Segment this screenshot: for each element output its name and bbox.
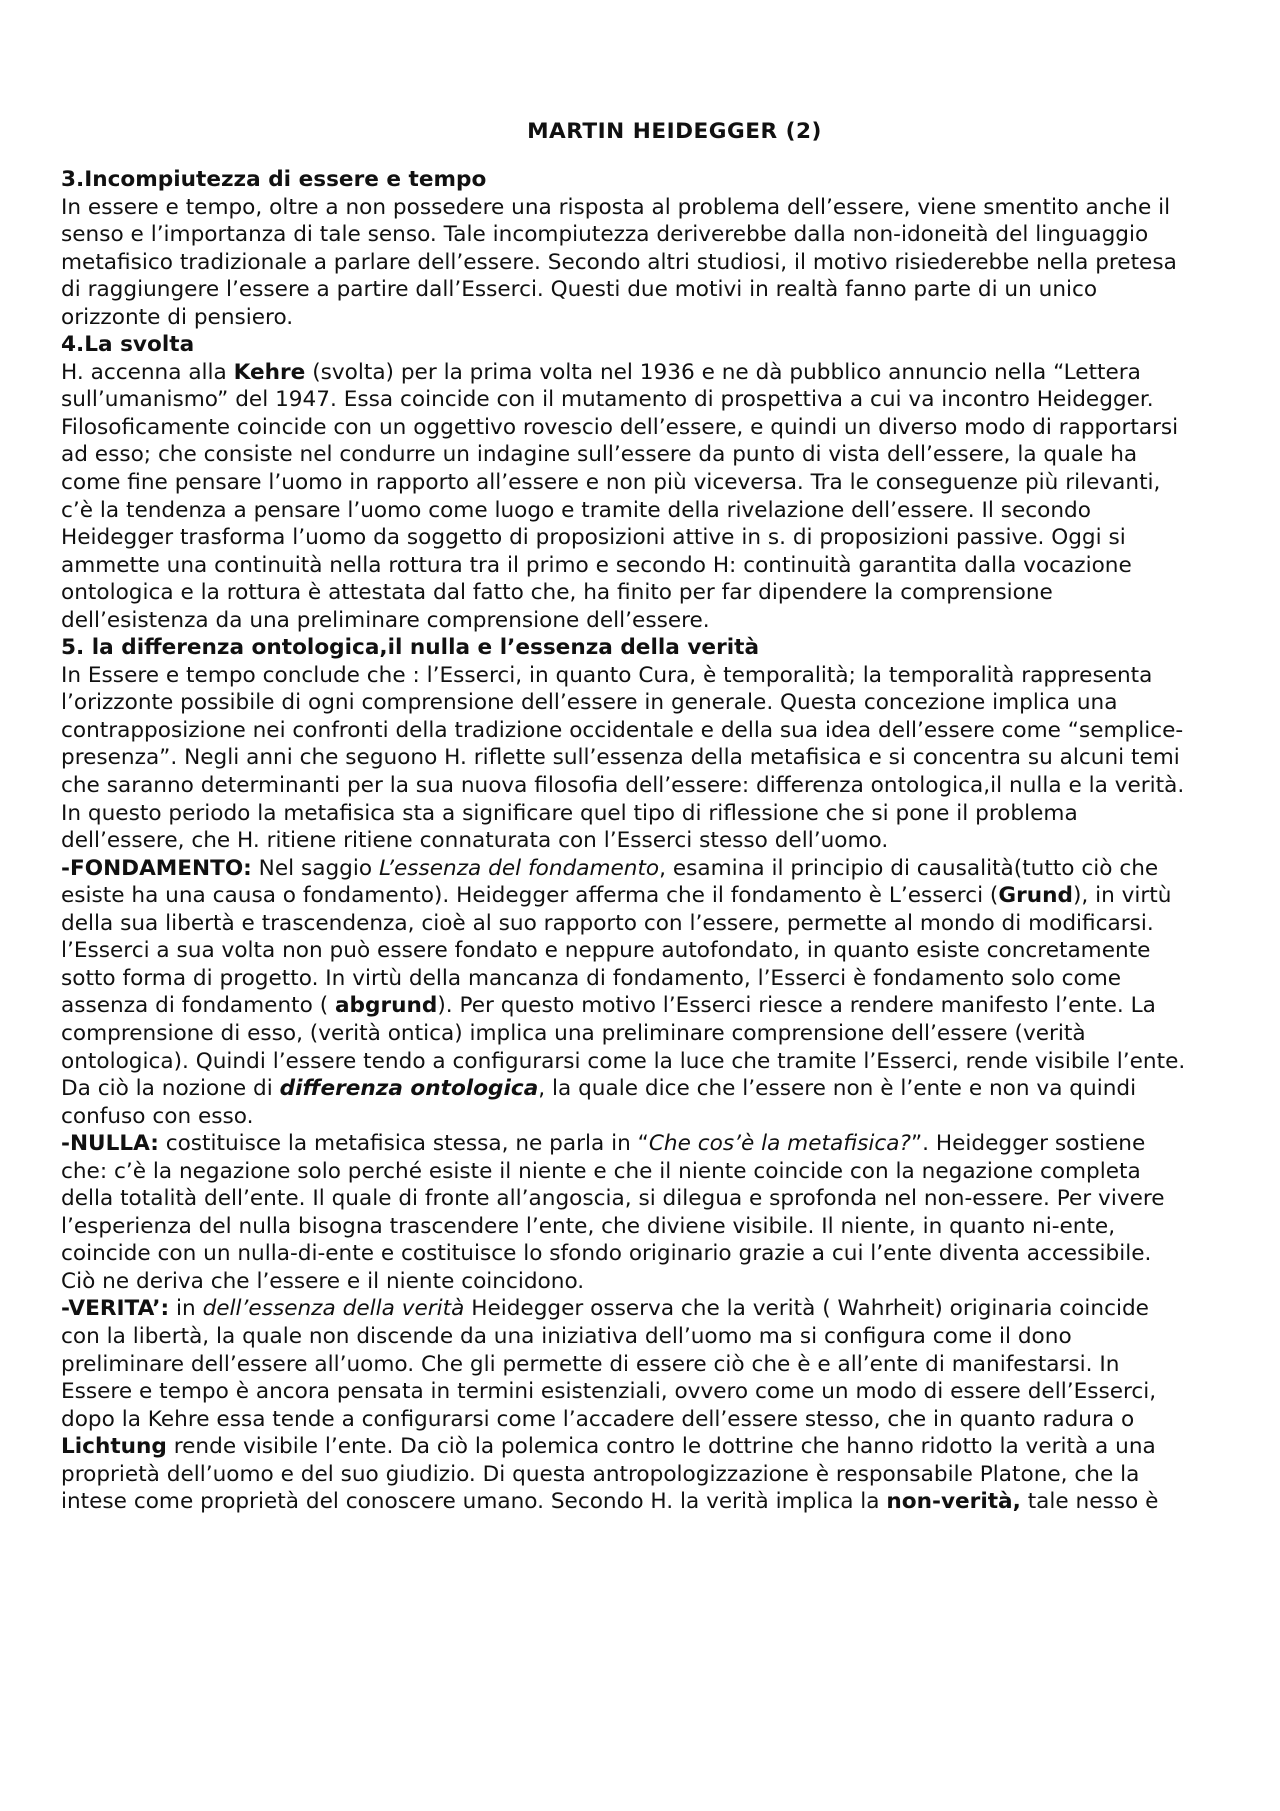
nulla-label: -NULLA: [61,1131,159,1157]
fondamento-label: -FONDAMENTO: [61,855,252,881]
section-5-title: 5. la differenza ontologica,il nulla e l’essenza della verità [61,635,760,661]
work-title: dell’essenza della verità [202,1296,465,1322]
term-abgrund: abgrund [334,993,438,1019]
section-4-title: 4.La svolta [61,332,195,358]
text-run: tale nesso è [1020,1489,1159,1515]
text-run: H. accenna alla [61,359,234,385]
text-run: ), in virtù della sua libertà e trascendenza, cioè al suo rapporto con l’essere, permette al mondo di modificarsi. l’Esserci a sua volta non può essere fondato e neppure autofondato, in quanto esiste concretamente sotto forma di progetto. In virtù della mancanza di fondamento, l’Esserci è fondamento solo come assenza di fondamento ( [61,883,1172,1019]
text-run: costituisce la metafisica stessa, ne parla in “ [158,1131,649,1157]
text-run: , la quale dice che l’essere non è l’ente e non va quindi confuso con esso. [61,1076,1137,1129]
document-title: MARTIN HEIDEGGER (2) [527,119,822,144]
text-run: in [169,1296,203,1322]
section-5-paragraph: In Essere e tempo conclude che : l’Esserci, in quanto Cura, è temporalità; la temporalità rappresenta l’orizzonte possibile di ogni comprensione dell’essere in generale. Questa concezione implica una contrapposizione nei confronti della tradizione occidentale e della sua idea dell’essere come “semplice-presenza”. Negli anni che seguono H. riflette sull’essenza della metafisica e si concentra su alcuni temi che saranno determinanti per la sua nuova filosofia dell’essere: differenza ontologica,il nulla e la verità. In questo periodo la metafisica sta a significare quel tipo di riflessione che si pone il problema dell’essere, che H. ritiene ritiene connaturata con l’Esserci stesso dell’uomo. [61,662,1185,854]
term-differenza-ontologica-text: differenza ontologica [279,1076,539,1102]
term-grund: Grund [998,883,1073,909]
text-run: Nel saggio [251,855,379,881]
text-run: Heidegger osserva che la verità ( Wahrheit) originaria coincide con la libertà, la quale non discende da una iniziativa dell’uomo ma si configura come il dono preliminare dell’essere all’uomo. Che gli permette di essere ciò che è e all’ente di manifestarsi. In Essere e tempo è ancora pensata in termini esistenziali, ovvero come un modo di essere dell’Esserci, dopo la Kehre essa tende a configurarsi come l’accadere dell’essere stesso, che in quanto radura o [61,1296,1157,1432]
verita-paragraph [61,1295,1188,1515]
term-differenza-ontologica [280,1076,539,1101]
section-4-paragraph [61,359,1188,634]
text-run: ”. Heidegger sostiene che: c’è la negazione solo perché esiste il niente e che il niente coincide con la negazione completa della totalità dell’ente. Il quale di fronte all’angoscia, si dilegua e sprofonda nel non-essere. Per vivere l’esperienza del nulla bisogna trascendere l’ente, che diviene visibile. Il niente, in quanto ni-ente, coincide con un nulla-di-ente e costituisce lo sfondo originario grazie a cui l’ente diventa accessibile. Ciò ne deriva che l’essere e il niente coincidono. [61,1131,1165,1294]
text-run: ). Per questo motivo l’Esserci riesce a rendere manifesto l’ente. La comprensione di esso, (verità ontica) implica una preliminare comprensione dell’essere (verità ontologica). Quindi l’essere tendo a configurarsi come la luce che tramite l’Esserci, rende visibile l’ente. Da ciò la nozione di [61,993,1186,1102]
text-run: (svolta) per la prima volta nel 1936 e ne dà pubblico annuncio nella “Lettera sull’umanismo” del 1947. Essa coincide con il mutamento di prospettiva a cui va incontro Heidegger. Filosoficamente coincide con un oggettivo rovescio dell’essere, e quindi un diverso modo di rapportarsi ad esso; che consiste nel condurre un indagine sull’essere da punto di vista dell’essere, la quale ha come fine pensare l’uomo in rapporto all’essere e non più viceversa. Tra le conseguenze più rilevanti, c’è la tendenza a pensare l’uomo come luogo e tramite della rivelazione dell’essere. Il secondo Heidegger trasforma l’uomo da soggetto di proposizioni attive in s. di proposizioni passive. Oggi si ammette una continuità nella rottura tra il primo e secondo H: continuità garantita dalla vocazione ontologica e la rottura è attestata dal fatto che, ha finito per far dipendere la comprensione dell’esistenza da una preliminare comprensione dell’essere. [61,359,1179,633]
verita-label: -VERITA’: [61,1296,170,1322]
term-lichtung: Lichtung [61,1434,167,1460]
term-non-verita: non-verità, [886,1489,1021,1515]
nulla-paragraph [61,1130,1188,1295]
text-run: rende visibile l’ente. Da ciò la polemica contro le dottrine che hanno ridotto la verità a una proprietà dell’uomo e del suo giudizio. Di questa antropologizzazione è responsabile Platone, che la intese come proprietà del conoscere umano. Secondo H. la verità implica la [61,1434,1156,1515]
work-title: Che cos’è la metafisica? [648,1131,911,1157]
work-title: L’essenza del fondamento [378,855,660,881]
section-3-title: 3.Incompiutezza di essere e tempo [61,167,487,192]
text-run: , esamina il principio di causalità(tutto ciò che esiste ha una causa o fondamento). Heidegger afferma che il fondamento è L’esserci ( [61,855,1159,909]
section-3-paragraph: In essere e tempo, oltre a non possedere una risposta al problema dell’essere, viene smentito anche il senso e l’importanza di tale senso. Tale incompiutezza deriverebbe dalla non-idoneità del linguaggio metafisico tradizionale a parlare dell’essere. Secondo altri studiosi, il motivo risiederebbe nella pretesa di raggiungere l’essere a partire dall’Esserci. Questi due motivi in realtà fanno parte di un unico orizzonte di pensiero. [61,194,1177,330]
fondamento-paragraph [61,855,1188,1130]
term-kehre: Kehre [233,359,306,385]
